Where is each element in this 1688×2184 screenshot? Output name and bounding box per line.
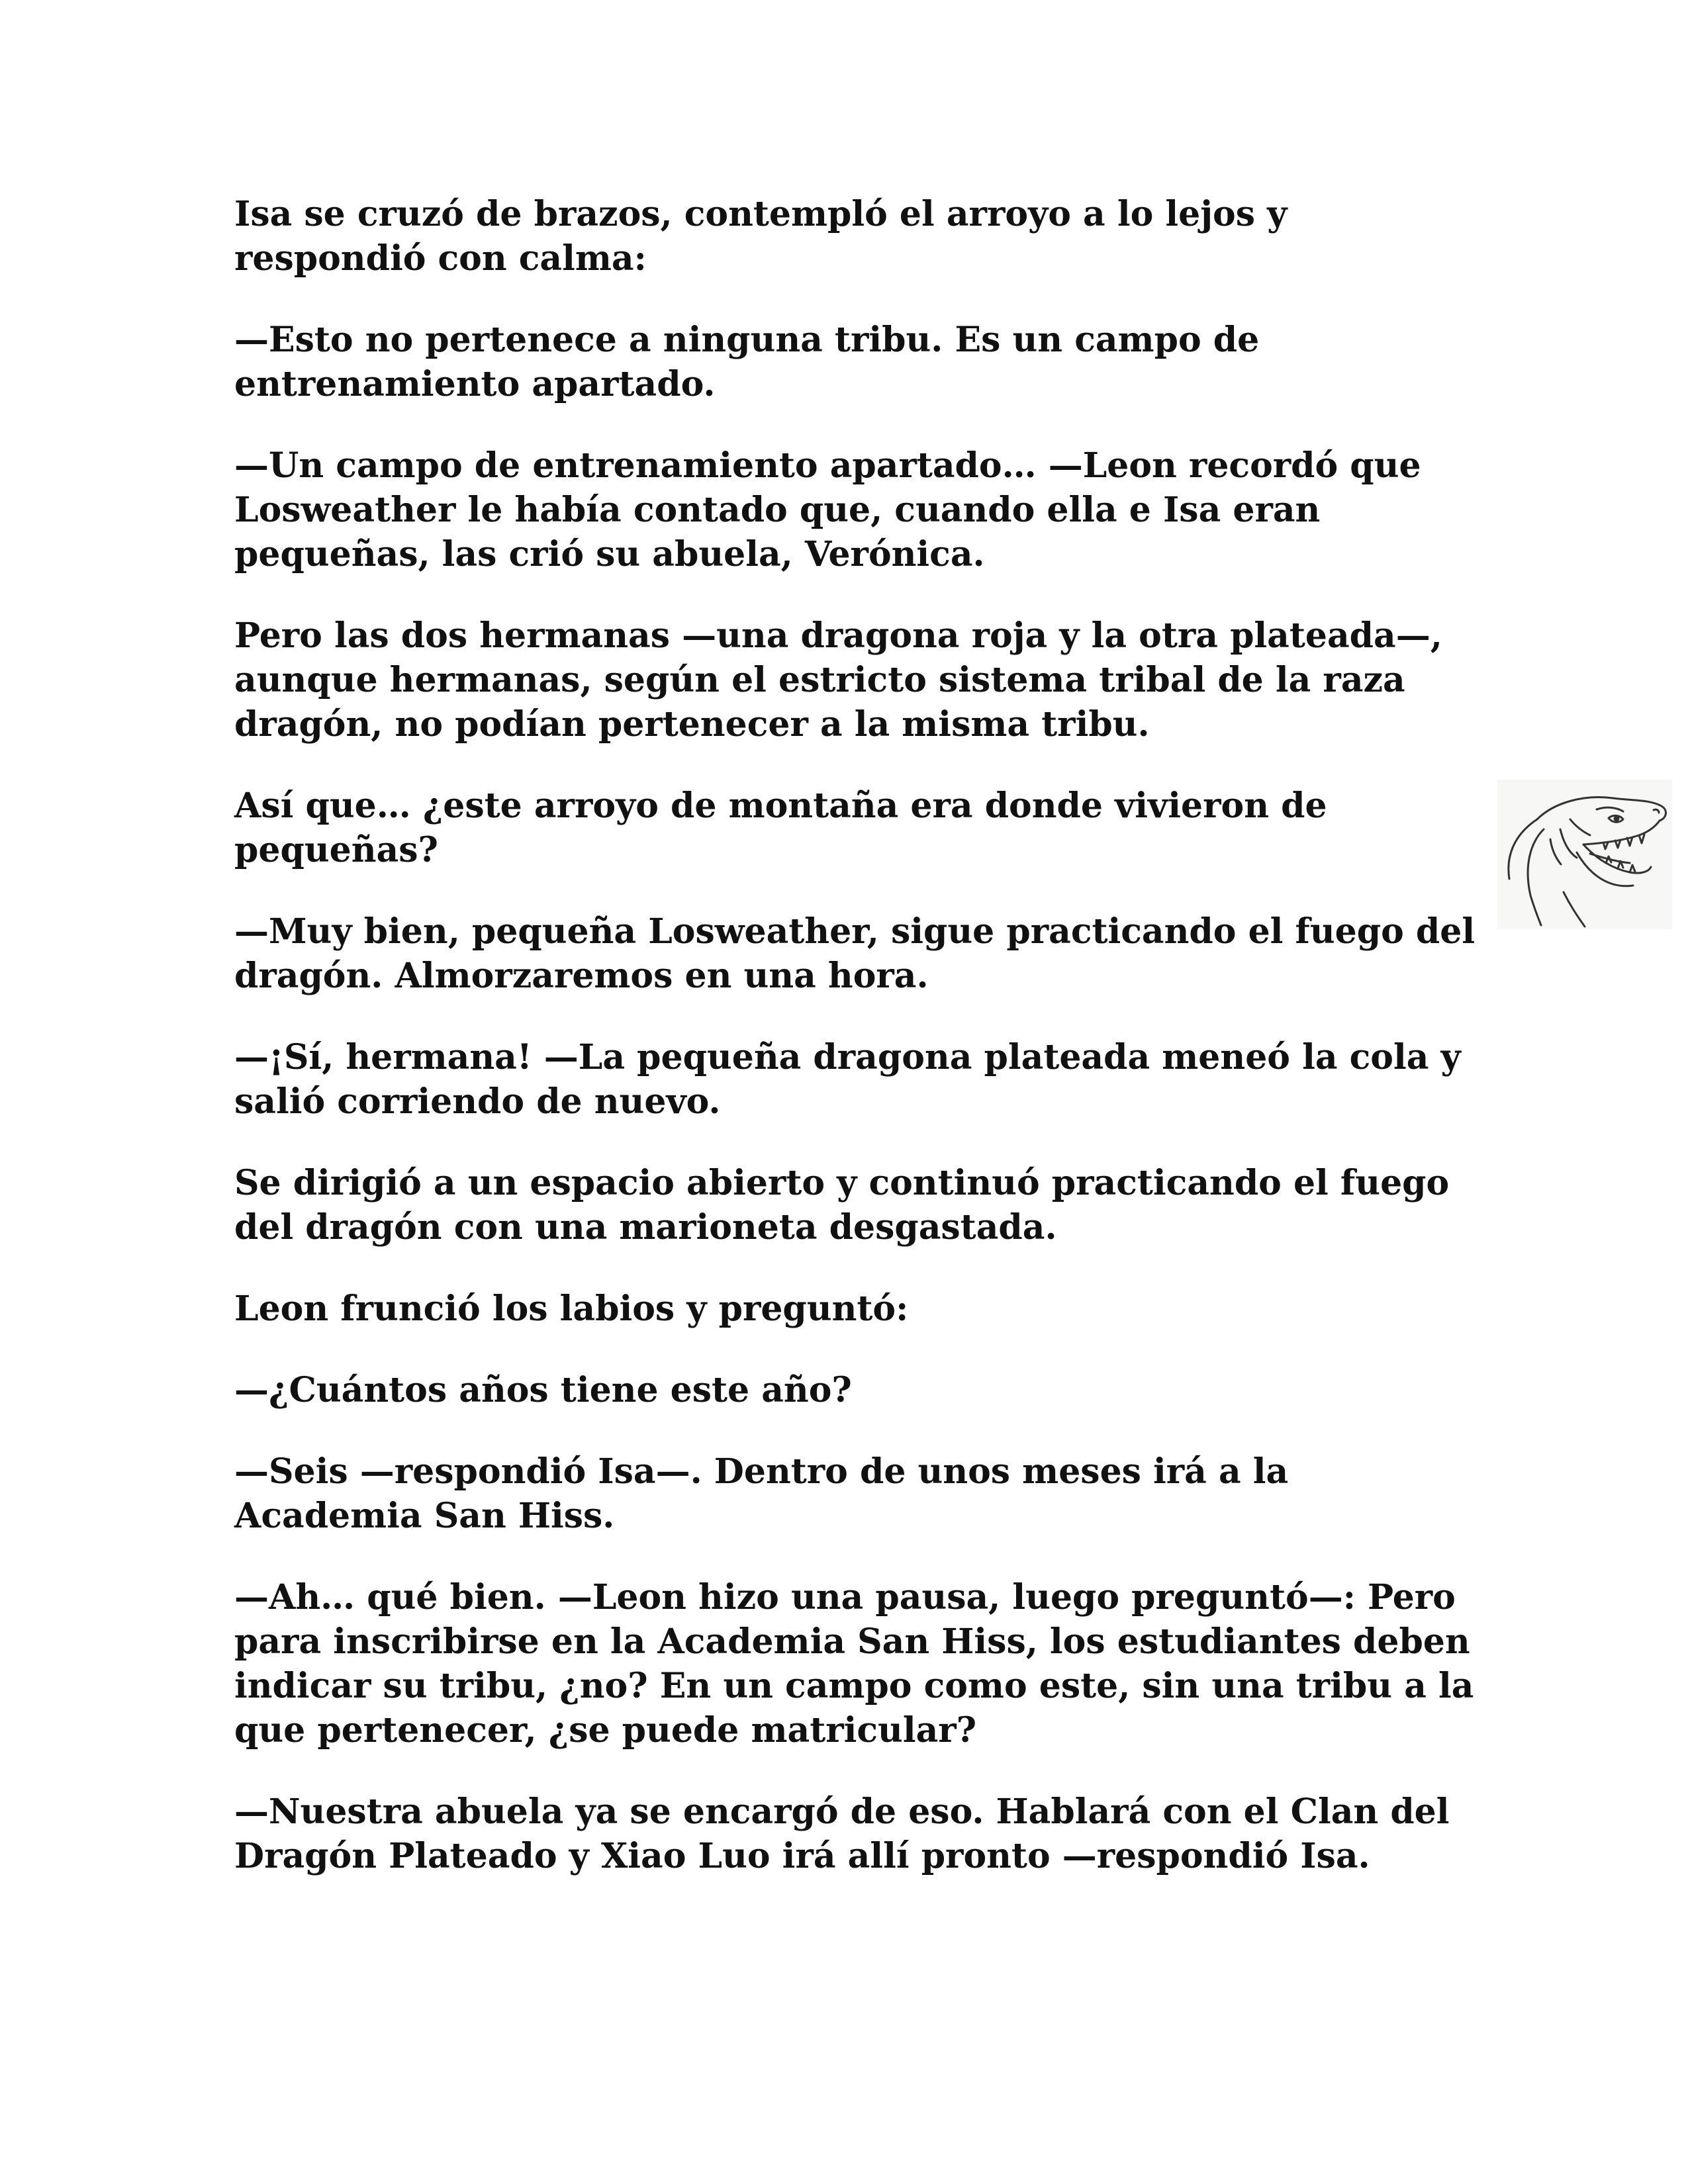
paragraph: Isa se cruzó de brazos, contempló el arroyo a lo lejos y respondió con calma: — [234, 194, 1288, 279]
paragraph: —Seis —respondió Isa—. Dentro de unos meses irá a la Academia San Hiss. — [234, 1451, 1289, 1536]
paragraph: —Nuestra abuela ya se encargó de eso. Hablará con el Clan del Dragón Plateado y Xiao Luo irá allí pronto —respondió Isa. — [234, 1792, 1450, 1876]
paragraph: Leon frunció los labios y preguntó: — [234, 1289, 909, 1329]
paragraph: —Esto no pertenece a ninguna tribu. Es un campo de entrenamiento apartado. — [234, 320, 1260, 404]
paragraph: —Ah… qué bien. —Leon hizo una pausa, luego preguntó—: Pero para inscribirse en la Academia San Hiss, los estudiantes deben indicar su tribu, ¿no? En un campo como este, sin una tribu a la que pertenecer, ¿se puede matricular? — [234, 1577, 1474, 1751]
dinosaur-head-sketch-icon — [1497, 780, 1672, 929]
story-text — [234, 192, 1479, 1915]
paragraph: Pero las dos hermanas —una dragona roja y la otra plateada—, aunque hermanas, según el estricto sistema tribal de la raza dragón, no podían pertenecer a la misma tribu. — [234, 615, 1442, 745]
paragraph: —¡Sí, hermana! —La pequeña dragona plateada meneó la cola y salió corriendo de nuevo. — [234, 1037, 1461, 1122]
paragraph: —¿Cuántos años tiene este año? — [234, 1370, 852, 1410]
paragraph: —Muy bien, pequeña Losweather, sigue practicando el fuego del dragón. Almorzaremos en una hora. — [234, 911, 1476, 996]
paragraph: Se dirigió a un espacio abierto y continuó practicando el fuego del dragón con una marioneta desgastada. — [234, 1163, 1450, 1248]
paragraph: —Un campo de entrenamiento apartado… —Leon recordó que Losweather le había contado que, cuando ella e Isa eran pequeñas, las crió su abuela, Verónica. — [234, 445, 1421, 574]
paragraph: Así que… ¿este arroyo de montaña era donde vivieron de pequeñas? — [234, 786, 1327, 870]
